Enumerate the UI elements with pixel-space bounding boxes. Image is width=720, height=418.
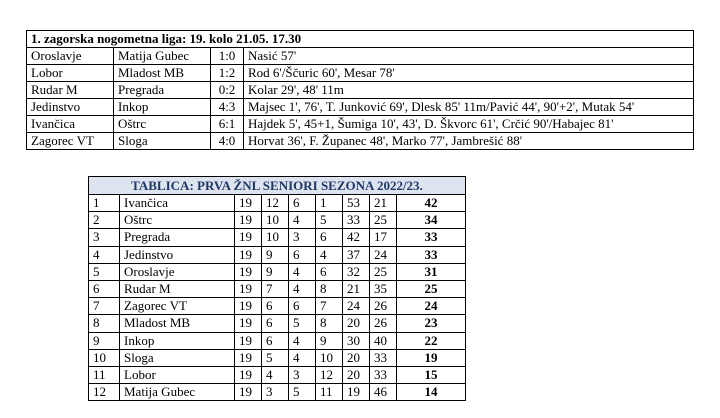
standings-drawn: 6 [289,195,316,212]
standings-row [89,332,466,349]
standings-row [89,246,466,263]
match-row [27,82,694,99]
standings-drawn: 4 [289,332,316,349]
home-team: Lobor [27,65,114,82]
standings-title: TABLICA: PRVA ŽNL SENIORI SEZONA 2022/23. [89,177,466,195]
standings-goals-for: 37 [343,246,370,263]
match-row [27,116,694,133]
match-results-title-row [27,31,694,48]
standings-team: Jedinstvo [120,246,235,263]
standings-played: 19 [235,315,262,332]
away-team: Pregrada [114,82,211,99]
standings-goals-for: 20 [343,367,370,384]
standings-drawn: 4 [289,349,316,366]
standings-goals-for: 20 [343,315,370,332]
standings-row [89,298,466,315]
standings-goals-for: 30 [343,332,370,349]
standings-rank: 4 [89,246,120,263]
standings-row [89,229,466,246]
standings-row [89,315,466,332]
standings-won: 9 [262,246,289,263]
match-row [27,99,694,116]
standings-played: 19 [235,298,262,315]
standings-drawn: 4 [289,212,316,229]
match-score: 4:0 [211,133,244,150]
standings-points: 14 [397,384,466,401]
standings-drawn: 6 [289,246,316,263]
away-team: Matija Gubec [114,48,211,65]
standings-row [89,367,466,384]
match-row [27,48,694,65]
standings-rank: 10 [89,349,120,366]
standings-row [89,263,466,280]
standings-played: 19 [235,263,262,280]
standings-lost: 11 [316,384,343,401]
match-score: 0:2 [211,82,244,99]
match-score: 1:2 [211,65,244,82]
standings-lost: 7 [316,298,343,315]
standings-lost: 6 [316,263,343,280]
standings-team: Inkop [120,332,235,349]
standings-row [89,349,466,366]
standings-team: Zagorec VT [120,298,235,315]
standings-drawn: 5 [289,384,316,401]
standings-points: 33 [397,246,466,263]
standings-won: 10 [262,229,289,246]
match-scorers: Nasić 57' [244,48,694,65]
standings-goals-against: 24 [370,246,397,263]
standings-lost: 9 [316,332,343,349]
standings-rank: 9 [89,332,120,349]
standings-drawn: 4 [289,263,316,280]
standings-team: Pregrada [120,229,235,246]
standings-team: Rudar M [120,281,235,298]
standings-goals-against: 21 [370,195,397,212]
standings-won: 3 [262,384,289,401]
match-results-table [26,30,694,150]
standings-won: 7 [262,281,289,298]
standings-points: 19 [397,349,466,366]
standings-row [89,212,466,229]
standings-goals-against: 26 [370,315,397,332]
standings-rank: 6 [89,281,120,298]
standings-rank: 2 [89,212,120,229]
standings-drawn: 6 [289,298,316,315]
standings-won: 6 [262,332,289,349]
home-team: Ivančica [27,116,114,133]
standings-goals-for: 19 [343,384,370,401]
home-team: Zagorec VT [27,133,114,150]
standings-lost: 5 [316,212,343,229]
standings-lost: 8 [316,315,343,332]
match-scorers: Majsec 1', 76', T. Junković 69', Dlesk 85' 11m/Pavić 44', 90'+2', Mutak 54' [244,99,694,116]
standings-team: Sloga [120,349,235,366]
standings-team: Lobor [120,367,235,384]
standings-rank: 8 [89,315,120,332]
standings-points: 23 [397,315,466,332]
standings-goals-against: 46 [370,384,397,401]
standings-won: 5 [262,349,289,366]
standings-team: Matija Gubec [120,384,235,401]
standings-team: Mladost MB [120,315,235,332]
standings-goals-against: 26 [370,298,397,315]
home-team: Oroslavje [27,48,114,65]
standings-won: 10 [262,212,289,229]
standings-played: 19 [235,367,262,384]
standings-goals-for: 32 [343,263,370,280]
standings-goals-against: 25 [370,212,397,229]
standings-table [88,176,466,401]
standings-won: 6 [262,298,289,315]
match-score: 1:0 [211,48,244,65]
standings-rank: 7 [89,298,120,315]
match-scorers: Kolar 29', 48' 11m [244,82,694,99]
standings-lost: 10 [316,349,343,366]
standings-body [89,177,466,401]
standings-row [89,281,466,298]
standings-team: Oštrc [120,212,235,229]
standings-points: 42 [397,195,466,212]
standings-team: Ivančica [120,195,235,212]
match-results-body [27,31,694,150]
standings-rank: 12 [89,384,120,401]
match-scorers: Horvat 36', F. Županec 48', Marko 77', Jambrešić 88' [244,133,694,150]
standings-rank: 11 [89,367,120,384]
standings-drawn: 3 [289,367,316,384]
standings-goals-for: 42 [343,229,370,246]
standings-won: 6 [262,315,289,332]
standings-lost: 12 [316,367,343,384]
standings-row [89,195,466,212]
standings-goals-for: 53 [343,195,370,212]
standings-goals-against: 33 [370,349,397,366]
away-team: Oštrc [114,116,211,133]
standings-points: 25 [397,281,466,298]
standings-played: 19 [235,349,262,366]
home-team: Jedinstvo [27,99,114,116]
standings-rank: 1 [89,195,120,212]
match-row [27,65,694,82]
standings-played: 19 [235,384,262,401]
home-team: Rudar M [27,82,114,99]
standings-points: 22 [397,332,466,349]
match-score: 6:1 [211,116,244,133]
standings-goals-for: 33 [343,212,370,229]
standings-played: 19 [235,246,262,263]
standings-lost: 8 [316,281,343,298]
standings-lost: 1 [316,195,343,212]
standings-goals-against: 25 [370,263,397,280]
away-team: Sloga [114,133,211,150]
standings-won: 4 [262,367,289,384]
standings-drawn: 5 [289,315,316,332]
standings-points: 24 [397,298,466,315]
standings-played: 19 [235,281,262,298]
standings-points: 34 [397,212,466,229]
standings-points: 33 [397,229,466,246]
standings-team: Oroslavje [120,263,235,280]
standings-won: 9 [262,263,289,280]
standings-goals-against: 17 [370,229,397,246]
standings-played: 19 [235,195,262,212]
standings-title-row [89,177,466,195]
match-scorers: Rod 6'/Ščuric 60', Mesar 78' [244,65,694,82]
standings-row [89,384,466,401]
standings-rank: 3 [89,229,120,246]
standings-points: 15 [397,367,466,384]
standings-goals-against: 35 [370,281,397,298]
standings-goals-against: 40 [370,332,397,349]
standings-drawn: 3 [289,229,316,246]
standings-won: 12 [262,195,289,212]
standings-rank: 5 [89,263,120,280]
match-row [27,133,694,150]
match-score: 4:3 [211,99,244,116]
standings-played: 19 [235,229,262,246]
standings-goals-for: 21 [343,281,370,298]
standings-points: 31 [397,263,466,280]
standings-drawn: 4 [289,281,316,298]
standings-goals-for: 24 [343,298,370,315]
standings-lost: 6 [316,229,343,246]
standings-goals-against: 33 [370,367,397,384]
standings-lost: 4 [316,246,343,263]
standings-played: 19 [235,212,262,229]
away-team: Mladost MB [114,65,211,82]
standings-played: 19 [235,332,262,349]
match-results-title: 1. zagorska nogometna liga: 19. kolo 21.05. 17.30 [27,31,694,48]
away-team: Inkop [114,99,211,116]
standings-goals-for: 20 [343,349,370,366]
match-scorers: Hajdek 5', 45+1, Šumiga 10', 43', D. Škvorc 61', Crčić 90'/Habajec 81' [244,116,694,133]
